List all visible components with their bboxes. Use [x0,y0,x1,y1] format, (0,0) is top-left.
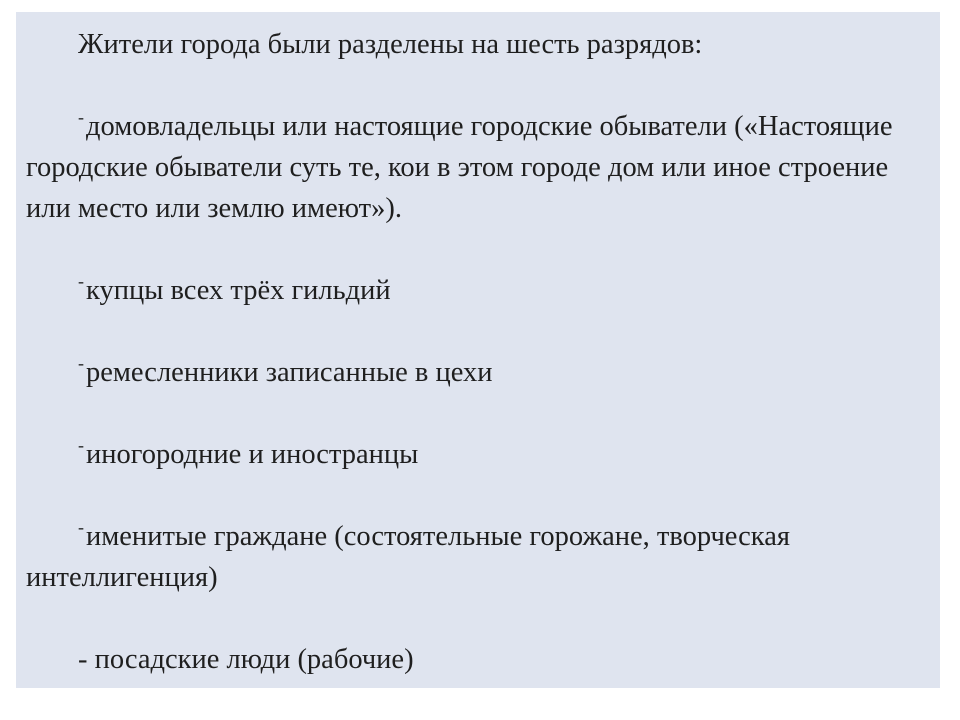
list-item [26,516,924,598]
dash-marker: - [78,107,84,127]
intro-paragraph: Жители города были разделены на шесть разрядов: [78,29,703,60]
list-item [26,352,924,393]
item-text: именитые граждане (состоятельные горожане, творческая интеллигенция) [26,521,790,593]
dash-marker: - [78,517,84,537]
dash-marker: - [78,271,84,291]
item-text: иногородние и иностранцы [86,439,419,470]
list-item [26,270,924,311]
dash-marker: - [78,435,84,455]
last-list-item: - посадские люди (рабочие) [78,644,414,675]
item-text: домовладельцы или настоящие городские обыватели («Настоящие городские обыватели суть те, кои в этом городе дом или иное строение или место или землю имеют»). [26,111,893,224]
list-item [26,106,924,229]
item-text: ремесленники записанные в цехи [86,357,493,388]
list-item [26,434,924,475]
dash-marker: - [78,353,84,373]
slide-text-box [16,12,940,688]
item-text: купцы всех трёх гильдий [86,275,391,306]
